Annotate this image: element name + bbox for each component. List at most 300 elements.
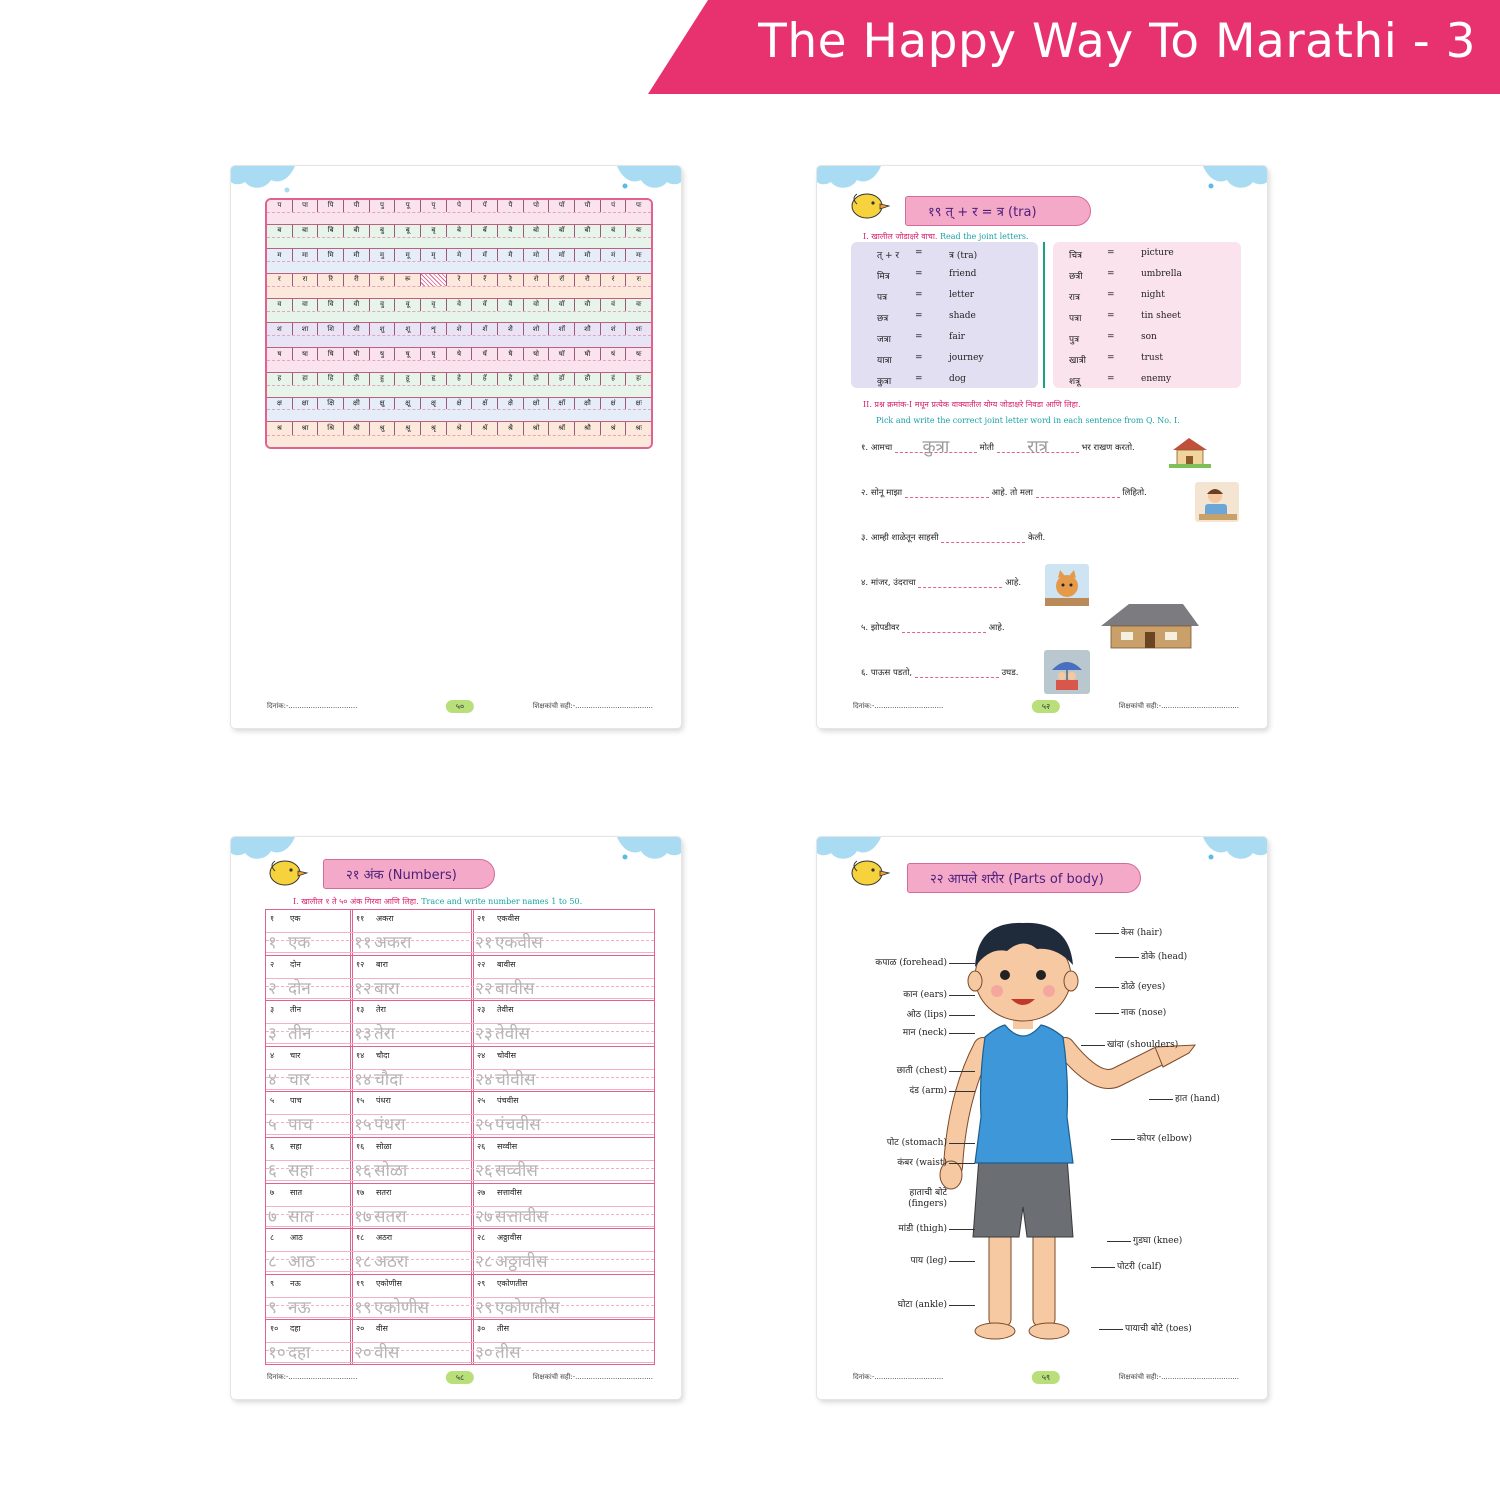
joint-letter-word: पत्र — [877, 293, 888, 303]
page-footer — [267, 700, 653, 714]
guide-line — [266, 1043, 654, 1044]
grid-cell: श्र — [267, 422, 293, 434]
body-label-left: दंड (arm) — [909, 1086, 947, 1096]
number-name-trace[interactable]: बावीस — [495, 978, 535, 999]
numeral-trace[interactable]: ४ — [268, 1069, 277, 1090]
grid-cell: श्रै — [498, 422, 524, 434]
number-name: तीन — [290, 1005, 302, 1015]
number-name-trace[interactable]: सतरा — [374, 1206, 407, 1227]
number-name-trace[interactable]: चौदा — [374, 1069, 403, 1090]
grid-cell: क्षो — [524, 398, 550, 410]
numeral: ४ — [270, 1050, 275, 1060]
number-name-trace[interactable]: सोळा — [374, 1161, 408, 1181]
answer-field[interactable] — [941, 531, 1025, 543]
number-name-trace[interactable]: एकोणीस — [374, 1297, 430, 1318]
numeral: १६ — [356, 1142, 365, 1151]
numeral-trace[interactable]: २४ — [475, 1069, 493, 1090]
number-name: एकवीस — [497, 914, 520, 923]
numeral: ३० — [477, 1324, 486, 1334]
joint-letter-word: खात्री — [1069, 356, 1086, 366]
number-name-trace[interactable]: अकरा — [374, 933, 412, 953]
grid-cell: क्ष — [267, 398, 293, 410]
numeral-trace[interactable]: ६ — [268, 1161, 277, 1181]
grid-cell: मॅ — [472, 249, 498, 261]
guide-line — [266, 1342, 654, 1343]
pointer-line — [949, 995, 975, 996]
joint-letter-word: छत्र — [877, 314, 889, 324]
numeral: १ — [270, 914, 275, 923]
writing-space[interactable] — [267, 261, 651, 273]
hut-illustration — [1099, 602, 1201, 652]
grid-cell: हा — [293, 373, 319, 385]
number-name: तेवीस — [497, 1005, 514, 1015]
sentence-3: ३. आम्ही शाळेतून साहसी केली. — [861, 533, 1046, 543]
numeral-trace[interactable]: १८ — [354, 1252, 372, 1273]
number-name: नऊ — [290, 1278, 301, 1288]
numeral: २९ — [477, 1278, 486, 1288]
pointer-line — [949, 1305, 975, 1306]
numeral: ११ — [356, 914, 365, 923]
grid-cell: मः — [635, 250, 642, 259]
equals-sign: = — [1107, 269, 1115, 279]
grid-cell: रः — [636, 275, 641, 284]
writing-space[interactable] — [267, 360, 651, 372]
grid-cell: मे — [447, 249, 473, 261]
joint-letter-word: पुत्र — [1069, 335, 1080, 345]
grid-cell: शे — [447, 323, 473, 335]
numeral-trace[interactable]: २५ — [475, 1115, 493, 1136]
body-label-right: हात (hand) — [1175, 1094, 1220, 1104]
answer-field[interactable] — [902, 621, 986, 633]
grid-cell: वु — [370, 299, 396, 311]
numeral: १५ — [356, 1096, 365, 1106]
grid-cell: श्रं — [601, 422, 627, 434]
child-writing-illustration — [1195, 482, 1239, 522]
writing-space[interactable] — [267, 212, 651, 224]
grid-cell: रि — [318, 274, 344, 286]
numeral: २८ — [477, 1233, 486, 1243]
date-label: दिनांक:-............................... — [267, 1373, 358, 1381]
guide-line — [266, 1214, 654, 1215]
writing-space[interactable] — [267, 286, 651, 298]
numeral: २५ — [477, 1096, 486, 1106]
grid-cell: रॉ — [549, 274, 575, 286]
guide-line — [266, 998, 654, 999]
grid-cell: मं — [601, 249, 627, 261]
pointer-line — [1081, 1045, 1105, 1046]
lesson-heading: १९ त् + र = त्र (tra) — [905, 196, 1091, 226]
meaning: journey — [949, 353, 984, 363]
body-label-left: घोटा (ankle) — [897, 1300, 947, 1310]
number-name: बावीस — [497, 959, 516, 969]
guide-line — [266, 1122, 654, 1123]
grid-cell: मु — [370, 249, 396, 261]
boy-body-illustration — [927, 907, 1227, 1347]
number-name-trace[interactable]: सव्वीस — [495, 1161, 538, 1181]
grid-row — [267, 200, 651, 225]
number-name: दहा — [290, 1324, 301, 1334]
grid-cell: श्रि — [318, 422, 344, 434]
body-label-left: पोट (stomach) — [886, 1138, 947, 1148]
lesson-heading: २१ अंक (Numbers) — [323, 859, 495, 889]
grid-cell: बृ — [421, 225, 447, 237]
numeral-trace[interactable]: ५ — [268, 1115, 277, 1136]
number-row — [266, 1229, 654, 1275]
joint-letter-word: शत्रू — [1069, 377, 1081, 387]
meaning: son — [1141, 332, 1157, 342]
number-name-trace[interactable]: सात — [288, 1206, 314, 1227]
numeral: २ — [270, 959, 275, 969]
grid-cell: बे — [447, 225, 473, 237]
number-name-trace[interactable]: अठ्ठावीस — [495, 1252, 548, 1273]
answer-field[interactable] — [905, 486, 989, 498]
grid-cell: बं — [601, 225, 627, 237]
grid-cell: वा — [293, 299, 319, 311]
instruction: I. खालील १ ते ५० अंक गिरवा आणि लिहा. Trace and write number names 1 to 50. — [293, 897, 583, 906]
grid-cell: क्षॉ — [549, 398, 575, 410]
writing-space[interactable] — [267, 335, 651, 347]
pointer-line — [949, 1229, 975, 1230]
numeral-trace[interactable]: ८ — [268, 1252, 277, 1273]
grid-cell: वू — [395, 299, 421, 311]
body-label-right: पायाची बोटे (toes) — [1125, 1324, 1192, 1334]
pointer-line — [1095, 1013, 1119, 1014]
number-name: पाच — [290, 1096, 302, 1106]
body-label-right: गुडघा (knee) — [1133, 1236, 1183, 1246]
grid-cell: हू — [395, 373, 421, 385]
grid-cell: ष — [267, 348, 293, 360]
grid-row — [267, 398, 651, 423]
number-name: सात — [290, 1187, 303, 1197]
numeral: ८ — [270, 1233, 275, 1243]
numeral-trace[interactable]: १० — [268, 1343, 286, 1364]
meaning: picture — [1141, 248, 1174, 258]
number-name-trace[interactable]: एकोणतीस — [495, 1297, 560, 1318]
grid-cell: बॅ — [472, 225, 498, 237]
writing-space[interactable] — [267, 409, 651, 421]
page-body-parts — [817, 837, 1267, 1399]
equals-sign: = — [1107, 353, 1115, 363]
number-name-trace[interactable]: तीस — [495, 1343, 521, 1364]
page-footer — [853, 700, 1239, 714]
meaning: trust — [1141, 353, 1163, 363]
grid-cell: हः — [636, 374, 642, 383]
number-name: वीस — [376, 1324, 388, 1334]
grid-cell: मी — [344, 249, 370, 261]
grid-cell: ही — [344, 373, 370, 385]
cloud-icon — [231, 166, 295, 200]
body-label-left: पाय (leg) — [910, 1256, 947, 1266]
numeral-trace[interactable]: १७ — [354, 1206, 372, 1227]
number-name: सोळा — [376, 1142, 392, 1151]
numeral-trace[interactable]: १९ — [354, 1297, 372, 1318]
guide-line — [266, 1077, 654, 1078]
number-name-trace[interactable]: चोवीस — [495, 1069, 536, 1090]
grid-cell: रे — [447, 274, 473, 286]
body-label-right: कोपर (elbow) — [1137, 1134, 1193, 1144]
number-name-trace[interactable]: तीन — [288, 1024, 312, 1045]
pointer-line — [949, 963, 975, 964]
page-number: ५९ — [1032, 1371, 1060, 1384]
body-label-left: (fingers) — [908, 1199, 947, 1209]
grid-cell: बो — [524, 225, 550, 237]
numeral-trace[interactable]: ९ — [268, 1297, 277, 1318]
grid-cell: शि — [318, 323, 344, 335]
grid-cell: शू — [395, 323, 421, 335]
number-name-trace[interactable]: बारा — [374, 978, 400, 999]
equals-sign: = — [915, 353, 923, 363]
sentence-1: १. आमचा कुत्रा मोती रात्र भर राखण करतो. — [861, 437, 1135, 457]
grid-cell: श्री — [344, 422, 370, 434]
guide-line — [266, 986, 654, 987]
number-name: दोन — [290, 959, 301, 969]
grid-cell: क्षौ — [575, 398, 601, 410]
pointer-line — [949, 1033, 975, 1034]
number-row — [266, 1320, 654, 1366]
grid-cell: र — [267, 274, 293, 286]
numeral-trace[interactable]: १३ — [354, 1024, 372, 1045]
number-name: चार — [290, 1050, 301, 1060]
grid-cell: बौ — [575, 225, 601, 237]
number-name-trace[interactable]: अठरा — [374, 1252, 409, 1273]
guide-line — [266, 1023, 654, 1024]
page-number: ५२ — [1032, 700, 1060, 713]
grid-cell: वे — [447, 299, 473, 311]
writing-space[interactable] — [267, 435, 651, 447]
number-name: एकोणतीस — [497, 1278, 528, 1288]
page-number: ५८ — [446, 1371, 474, 1384]
grid-cell: मा — [293, 249, 319, 261]
writing-space[interactable] — [267, 311, 651, 323]
number-name-trace[interactable]: तेवीस — [495, 1024, 531, 1045]
equals-sign: = — [915, 269, 923, 279]
number-name: बारा — [376, 959, 388, 969]
joint-letter-word: मित्र — [877, 272, 890, 282]
grid-cell: शृ — [421, 323, 447, 335]
meaning: letter — [949, 290, 975, 300]
number-name: एकोणीस — [376, 1278, 402, 1288]
number-name: अठरा — [376, 1233, 393, 1243]
grid-cell: क्षि — [318, 398, 344, 410]
grid-cell: हं — [601, 373, 627, 385]
grid-cell: वृ — [421, 299, 447, 311]
pointer-line — [949, 1261, 975, 1262]
grid-cell: वं — [601, 299, 627, 311]
grid-cell: वॉ — [549, 299, 575, 311]
numeral: २७ — [477, 1187, 486, 1197]
number-name-trace[interactable]: नऊ — [288, 1297, 311, 1318]
sentence-2: २. सोनू माझा आहे. तो मला लिहितो. — [861, 488, 1147, 498]
grid-cell: पै — [498, 200, 524, 212]
title-banner — [0, 0, 1500, 94]
grid-cell: षॉ — [549, 348, 575, 360]
pointer-line — [1095, 933, 1119, 934]
number-row — [266, 1047, 654, 1093]
number-name-trace[interactable]: एकवीस — [495, 933, 543, 953]
grid-cell: मू — [395, 249, 421, 261]
numeral-trace[interactable]: २२ — [475, 978, 493, 999]
grid-cell: पः — [636, 201, 642, 210]
sentence-4: ४. मांजर, उंदराचा आहे. — [861, 578, 1022, 588]
number-name-trace[interactable]: सत्तावीस — [495, 1206, 548, 1227]
joint-letter-word: चित्र — [1069, 251, 1083, 261]
pointer-line — [1095, 987, 1119, 988]
equals-sign: = — [915, 248, 923, 258]
grid-cell: शी — [344, 323, 370, 335]
date-label: दिनांक:-............................... — [267, 702, 358, 710]
numeral: १७ — [356, 1187, 365, 1197]
teacher-sign-label: शिक्षकांची सही:-................................... — [532, 1373, 653, 1381]
numeral: २६ — [477, 1142, 486, 1151]
answer-field[interactable] — [1036, 486, 1120, 498]
number-name-trace[interactable]: एक — [288, 933, 311, 953]
grid-cell: वि — [318, 299, 344, 311]
teacher-sign-label: शिक्षकांची सही:-................................... — [1118, 1373, 1239, 1381]
grid-cell: षौ — [575, 348, 601, 360]
grid-cell: श — [267, 323, 293, 335]
grid-cell: व — [267, 299, 293, 311]
answer-field[interactable]: रात्र — [997, 441, 1079, 453]
equals-sign: = — [915, 374, 923, 384]
joint-letter-word: कुत्रा — [877, 377, 892, 387]
numeral-trace[interactable]: ३ — [268, 1024, 277, 1045]
writing-space[interactable] — [267, 385, 651, 397]
numeral: २४ — [477, 1050, 486, 1060]
answer-field[interactable] — [915, 666, 999, 678]
grid-cell: क्षे — [447, 398, 473, 410]
guide-line — [266, 1362, 654, 1363]
grid-cell: वः — [636, 300, 642, 309]
equals-sign: = — [915, 311, 923, 321]
page-footer — [267, 1371, 653, 1385]
answer-field[interactable] — [918, 576, 1002, 588]
equals-sign: = — [1107, 332, 1115, 342]
numeral: ५ — [270, 1096, 275, 1106]
grid-cell: शा — [293, 323, 319, 335]
grid-cell: शु — [370, 323, 396, 335]
number-name-trace[interactable]: दहा — [288, 1343, 311, 1364]
grid-cell: शौ — [575, 323, 601, 335]
grid-cell: मि — [318, 249, 344, 261]
numeral-trace[interactable]: १५ — [354, 1115, 372, 1136]
number-name-trace[interactable]: वीस — [374, 1343, 400, 1364]
pointer-line — [1115, 957, 1139, 958]
grid-cell: रू — [395, 274, 421, 286]
guide-line — [266, 1271, 654, 1272]
body-label-left: कान (ears) — [903, 990, 947, 1000]
numeral: ३ — [270, 1005, 275, 1015]
grid-cell: क्षै — [498, 398, 524, 410]
house-dog-illustration — [1169, 434, 1211, 468]
number-row — [266, 910, 654, 956]
numeral-trace[interactable]: ७ — [268, 1206, 277, 1227]
numeral-trace[interactable]: १४ — [354, 1069, 372, 1090]
grid-cell: मो — [524, 249, 550, 261]
grid-cell: पू — [395, 200, 421, 212]
grid-cell: श्रः — [635, 423, 642, 432]
numeral-trace[interactable]: १६ — [354, 1161, 372, 1181]
number-name-trace[interactable]: आठ — [288, 1252, 316, 1273]
grid-cell: षु — [370, 348, 396, 360]
body-label-left: ओठ (lips) — [906, 1010, 947, 1020]
numeral-trace[interactable]: २ — [268, 978, 277, 999]
page-number: ५० — [446, 700, 474, 713]
number-row — [266, 1092, 654, 1138]
meaning: tin sheet — [1141, 311, 1181, 321]
body-label-left: कपाळ (forehead) — [875, 958, 947, 968]
number-name: पंधरा — [376, 1096, 391, 1106]
grid-cell: वो — [524, 299, 550, 311]
sentence-5: ५. झोपडीवर आहे. — [861, 623, 1005, 633]
grid-cell: षा — [293, 348, 319, 360]
number-name-trace[interactable]: तेरा — [374, 1024, 396, 1045]
equals-sign: = — [1107, 311, 1115, 321]
number-name-trace[interactable]: पंचवीस — [495, 1115, 541, 1136]
numeral-trace[interactable]: २३ — [475, 1024, 493, 1045]
numeral: १८ — [356, 1233, 365, 1243]
cat-illustration — [1045, 564, 1089, 606]
numeral: १९ — [356, 1278, 365, 1288]
grid-cell: षी — [344, 348, 370, 360]
pointer-line — [1091, 1267, 1115, 1268]
grid-cell: क्षा — [293, 398, 319, 410]
numeral-trace[interactable]: २६ — [475, 1161, 493, 1181]
grid-cell: षि — [318, 348, 344, 360]
answer-field[interactable]: कुत्रा — [895, 441, 977, 453]
number-name-trace[interactable]: पाच — [288, 1115, 313, 1136]
numeral: १३ — [356, 1005, 365, 1015]
grid-cell: पौ — [575, 200, 601, 212]
numeral-trace[interactable]: २८ — [475, 1252, 493, 1273]
numeral: १४ — [356, 1050, 365, 1060]
numeral-trace[interactable]: २९ — [475, 1297, 493, 1318]
number-name-trace[interactable]: दोन — [288, 978, 311, 999]
grid-cell: हौ — [575, 373, 601, 385]
cloud-icon — [617, 837, 681, 871]
grid-cell: श्रा — [293, 422, 319, 434]
numeral-trace[interactable]: ११ — [354, 933, 372, 953]
grid-cell-hatched — [421, 274, 447, 286]
numeral-trace[interactable]: १२ — [354, 978, 372, 999]
joint-letter-word: त् + र — [877, 251, 900, 261]
number-row — [266, 1138, 654, 1184]
letter-grid — [265, 198, 653, 449]
number-name-trace[interactable]: चार — [288, 1069, 311, 1090]
grid-cell: श्रॅ — [472, 422, 498, 434]
date-label: दिनांक:-............................... — [853, 702, 944, 710]
numeral-trace[interactable]: २७ — [475, 1206, 493, 1227]
guide-line — [266, 1180, 654, 1181]
numeral-trace[interactable]: २१ — [475, 933, 493, 953]
numeral-trace[interactable]: १ — [268, 933, 277, 953]
body-label-right: खांदा (shoulders) — [1107, 1040, 1179, 1050]
pointer-line — [1111, 1139, 1135, 1140]
rain-umbrella-illustration — [1044, 650, 1090, 694]
body-label-right: नाक (nose) — [1121, 1008, 1167, 1018]
numeral-trace[interactable]: ३० — [475, 1343, 493, 1364]
grid-cell: षो — [524, 348, 550, 360]
grid-cell: षृ — [421, 348, 447, 360]
numeral-trace[interactable]: २० — [354, 1343, 372, 1364]
meaning: enemy — [1141, 374, 1172, 384]
body-label-left: कंबर (waist) — [897, 1158, 947, 1168]
equals-sign: = — [1107, 248, 1115, 258]
number-name-trace[interactable]: पंधरा — [374, 1115, 406, 1136]
guide-line — [266, 1317, 654, 1318]
grid-cell: म — [267, 249, 293, 261]
writing-space[interactable] — [267, 237, 651, 249]
number-name-trace[interactable]: सहा — [288, 1161, 313, 1181]
